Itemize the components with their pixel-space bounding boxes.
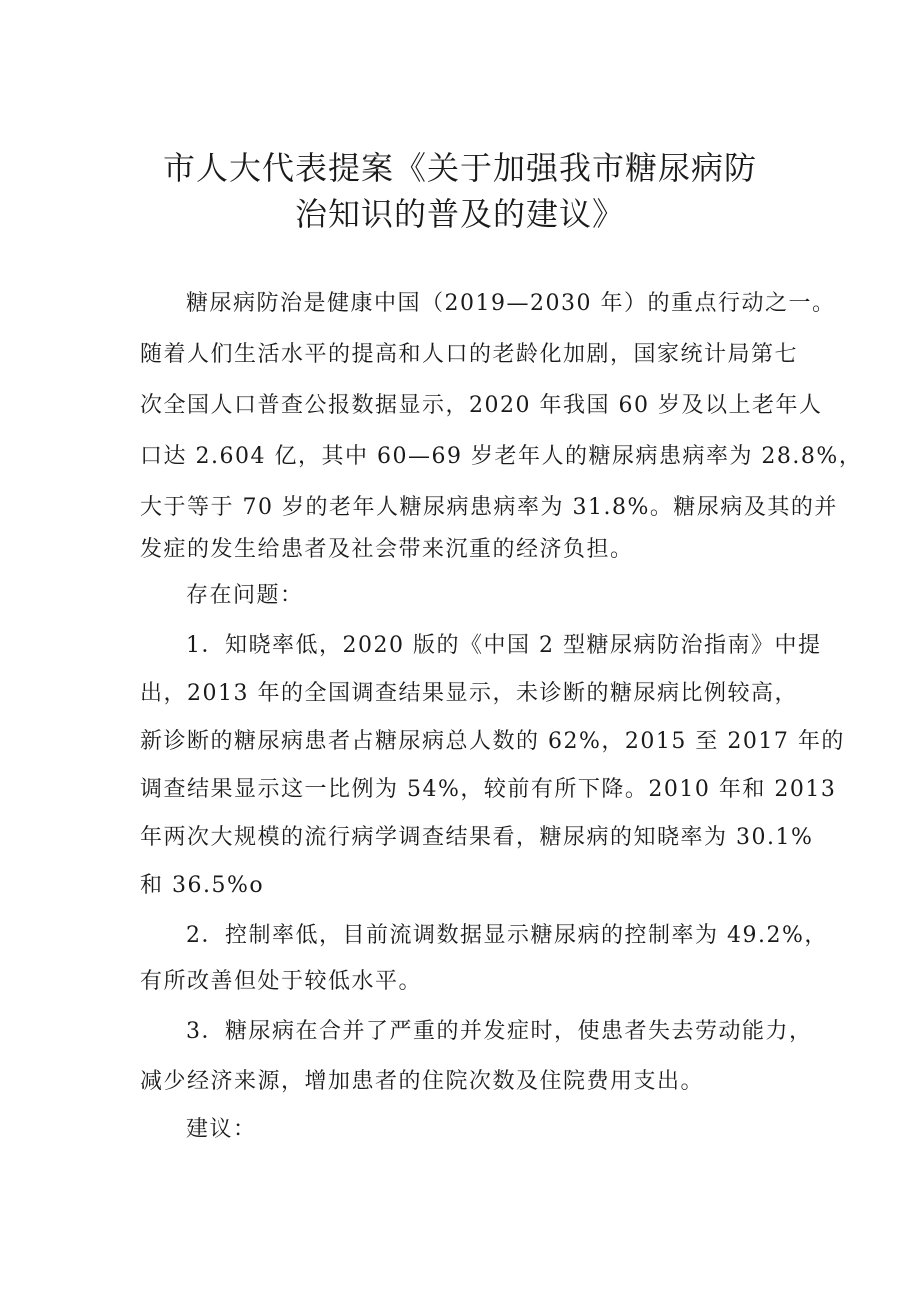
section-heading-problems: 存在问题： xyxy=(186,583,304,608)
paragraph-line: 3．糖尿病在合并了严重的并发症时，使患者失去劳动能力， xyxy=(186,1019,813,1044)
paragraph-line: 1．知晓率低，2020 版的《中国 2 型糖尿病防治指南》中提 xyxy=(186,633,822,658)
paragraph-line: 有所改善但处于较低水平。 xyxy=(140,969,423,994)
paragraph-line: 出，2013 年的全国调查结果显示，未诊断的糖尿病比例较高， xyxy=(140,681,798,706)
paragraph-line: 减少经济来源，增加患者的住院次数及住院费用支出。 xyxy=(140,1069,705,1094)
paragraph-line: 随着人们生活水平的提高和人口的老龄化加剧，国家统计局第七 xyxy=(140,342,799,367)
document-title-line-1: 市人大代表提案《关于加强我市糖尿病防 xyxy=(162,149,757,187)
paragraph-line: 2．控制率低，目前流调数据显示糖尿病的控制率为 49.2%， xyxy=(186,923,828,948)
paragraph-line: 大于等于 70 岁的老年人糖尿病患病率为 31.8%。糖尿病及其的并 xyxy=(140,495,838,520)
paragraph-line: 和 36.5%o xyxy=(140,873,265,898)
section-heading-suggestions: 建议： xyxy=(186,1117,257,1142)
document-title-line-2: 治知识的普及的建议》 xyxy=(294,195,625,233)
paragraph-line: 次全国人口普查公报数据显示，2020 年我国 60 岁及以上老年人 xyxy=(140,393,823,418)
paragraph-line: 发症的发生给患者及社会带来沉重的经济负担。 xyxy=(140,537,634,562)
paragraph-line: 口达 2.604 亿，其中 60—69 岁老年人的糖尿病患病率为 28.8%， xyxy=(140,444,863,469)
paragraph-line: 调查结果显示这一比例为 54%，较前有所下降。2010 年和 2013 xyxy=(140,777,837,802)
paragraph-line: 年两次大规模的流行病学调查结果看，糖尿病的知晓率为 30.1% xyxy=(140,825,814,850)
paragraph-line: 糖尿病防治是健康中国（2019—2030 年）的重点行动之一。 xyxy=(186,291,836,316)
paragraph-line: 新诊断的糖尿病患者占糖尿病总人数的 62%，2015 至 2017 年的 xyxy=(140,729,845,754)
